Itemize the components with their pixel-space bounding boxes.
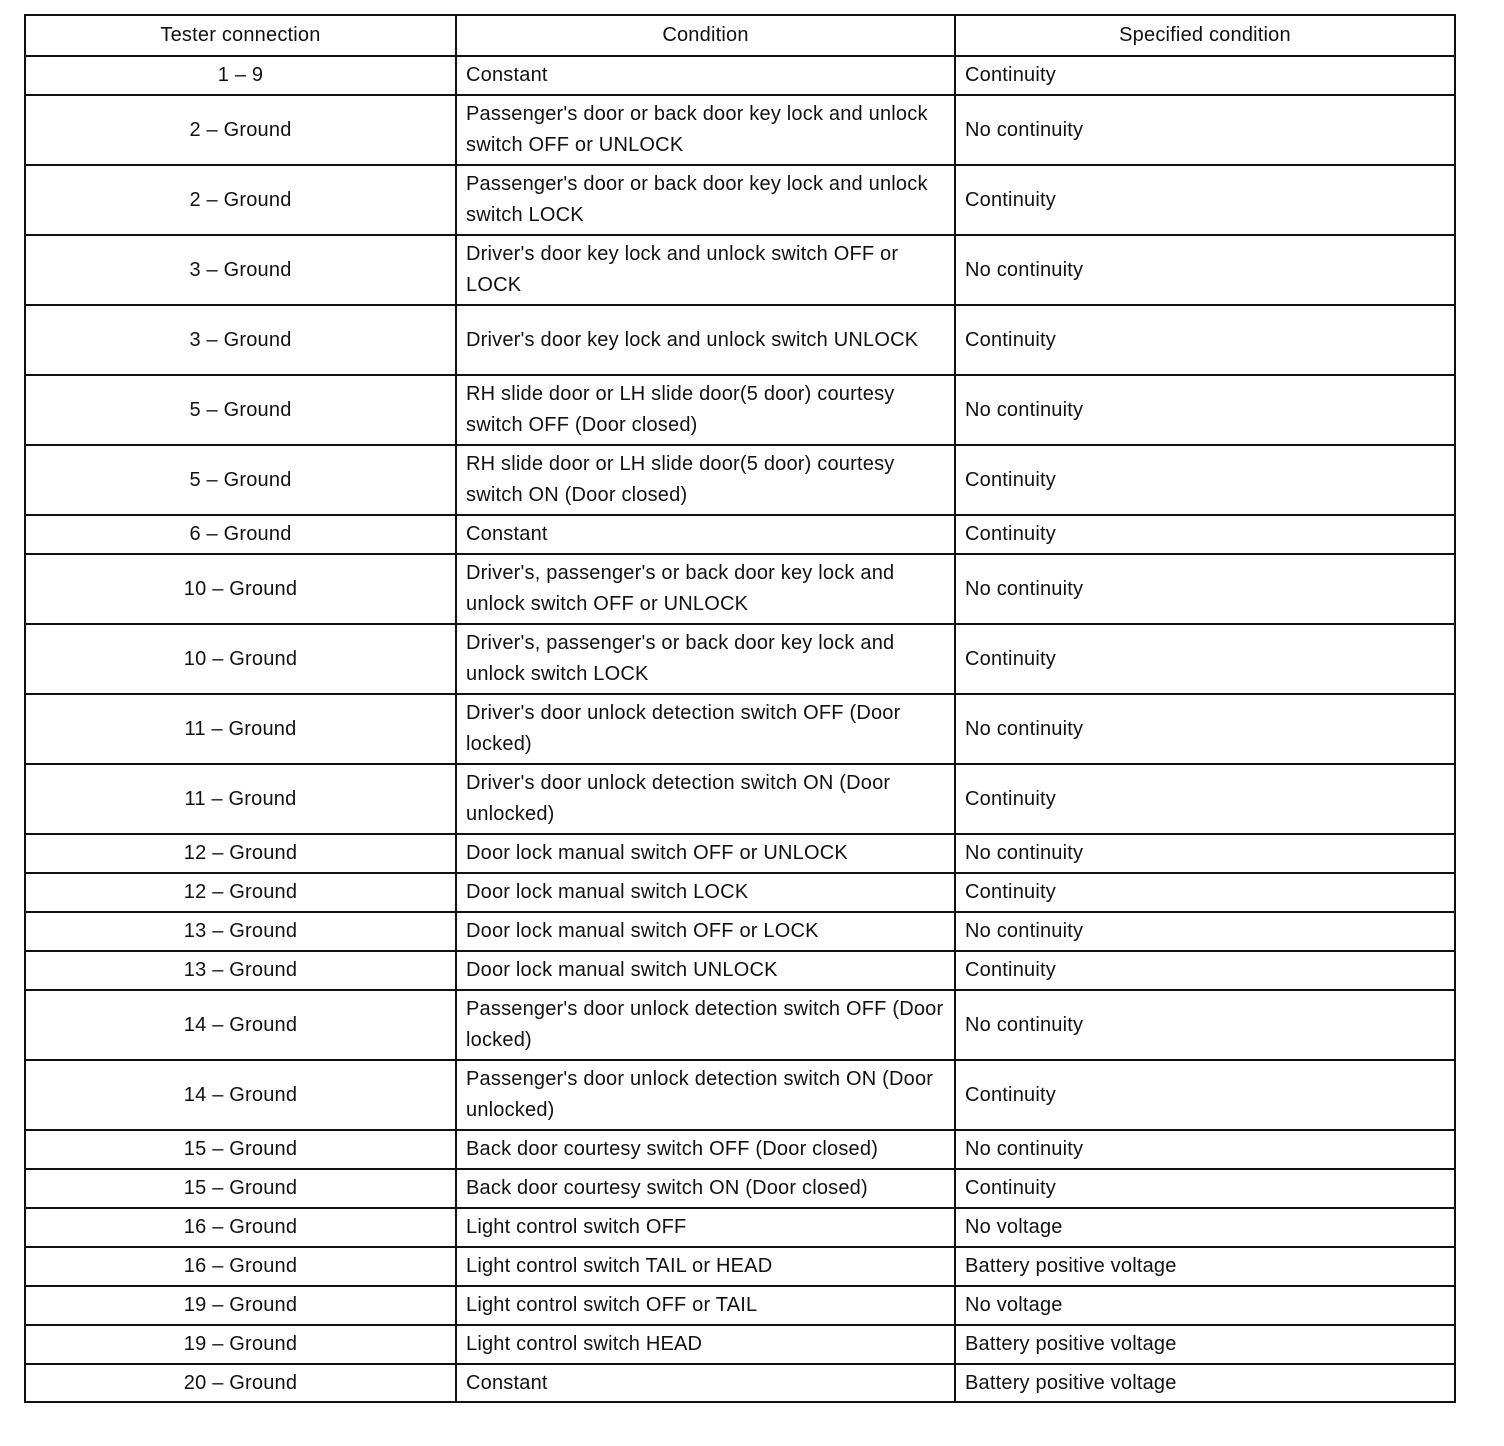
cell-tester-connection: 11 – Ground	[25, 764, 456, 834]
cell-specified-condition: Continuity	[955, 1169, 1455, 1208]
table-row	[25, 624, 1455, 694]
cell-specified-condition: No continuity	[955, 990, 1455, 1060]
cell-specified-condition: No voltage	[955, 1208, 1455, 1247]
header-specified-condition: Specified condition	[955, 15, 1455, 56]
cell-specified-condition: Continuity	[955, 1060, 1455, 1130]
table-row	[25, 375, 1455, 445]
cell-condition: RH slide door or LH slide door(5 door) courtesy switch ON (Door closed)	[456, 445, 955, 515]
cell-condition: Driver's, passenger's or back door key lock and unlock switch LOCK	[456, 624, 955, 694]
cell-specified-condition: No continuity	[955, 834, 1455, 873]
cell-specified-condition: No continuity	[955, 1130, 1455, 1169]
cell-condition: Driver's door unlock detection switch OFF (Door locked)	[456, 694, 955, 764]
cell-specified-condition: No continuity	[955, 95, 1455, 165]
cell-specified-condition: No continuity	[955, 235, 1455, 305]
cell-specified-condition: Continuity	[955, 873, 1455, 912]
cell-tester-connection: 16 – Ground	[25, 1247, 456, 1286]
cell-condition: Driver's door key lock and unlock switch OFF or LOCK	[456, 235, 955, 305]
cell-specified-condition: Continuity	[955, 951, 1455, 990]
table-row	[25, 1169, 1455, 1208]
table-row	[25, 1325, 1455, 1364]
cell-tester-connection: 16 – Ground	[25, 1208, 456, 1247]
inspection-sheet	[24, 14, 1454, 1403]
cell-specified-condition: No continuity	[955, 554, 1455, 624]
cell-specified-condition: No continuity	[955, 375, 1455, 445]
cell-condition: Driver's door unlock detection switch ON (Door unlocked)	[456, 764, 955, 834]
cell-condition: Driver's, passenger's or back door key lock and unlock switch OFF or UNLOCK	[456, 554, 955, 624]
header-condition: Condition	[456, 15, 955, 56]
table-row	[25, 912, 1455, 951]
cell-condition: Passenger's door unlock detection switch OFF (Door locked)	[456, 990, 955, 1060]
cell-condition: Back door courtesy switch ON (Door closed)	[456, 1169, 955, 1208]
table-row	[25, 554, 1455, 624]
cell-tester-connection: 1 – 9	[25, 56, 456, 95]
cell-tester-connection: 2 – Ground	[25, 165, 456, 235]
table-header	[25, 15, 1455, 56]
cell-condition: Driver's door key lock and unlock switch UNLOCK	[456, 305, 955, 375]
cell-specified-condition: Continuity	[955, 624, 1455, 694]
cell-tester-connection: 6 – Ground	[25, 515, 456, 554]
table-row	[25, 1286, 1455, 1325]
table-row	[25, 834, 1455, 873]
cell-tester-connection: 11 – Ground	[25, 694, 456, 764]
cell-condition: Constant	[456, 56, 955, 95]
cell-condition: Passenger's door or back door key lock and unlock switch LOCK	[456, 165, 955, 235]
table-row	[25, 1247, 1455, 1286]
table-row	[25, 990, 1455, 1060]
cell-specified-condition: Continuity	[955, 56, 1455, 95]
cell-tester-connection: 14 – Ground	[25, 990, 456, 1060]
cell-specified-condition: Battery positive voltage	[955, 1325, 1455, 1364]
cell-tester-connection: 10 – Ground	[25, 554, 456, 624]
cell-tester-connection: 19 – Ground	[25, 1286, 456, 1325]
cell-tester-connection: 20 – Ground	[25, 1364, 456, 1402]
table-row	[25, 95, 1455, 165]
table-row	[25, 1208, 1455, 1247]
cell-condition: Door lock manual switch OFF or UNLOCK	[456, 834, 955, 873]
table-row	[25, 873, 1455, 912]
cell-tester-connection: 13 – Ground	[25, 912, 456, 951]
header-tester-connection: Tester connection	[25, 15, 456, 56]
table-row	[25, 1364, 1455, 1402]
table-row	[25, 56, 1455, 95]
table-row	[25, 694, 1455, 764]
table-row	[25, 445, 1455, 515]
cell-specified-condition: Continuity	[955, 764, 1455, 834]
table-row	[25, 165, 1455, 235]
cell-specified-condition: Battery positive voltage	[955, 1247, 1455, 1286]
table-row	[25, 1130, 1455, 1169]
table-row	[25, 1060, 1455, 1130]
table-row	[25, 305, 1455, 375]
cell-condition: Light control switch OFF or TAIL	[456, 1286, 955, 1325]
table-body	[25, 56, 1455, 1402]
table-row	[25, 764, 1455, 834]
cell-specified-condition: Continuity	[955, 515, 1455, 554]
cell-specified-condition: Continuity	[955, 305, 1455, 375]
cell-specified-condition: Continuity	[955, 165, 1455, 235]
cell-condition: Door lock manual switch LOCK	[456, 873, 955, 912]
cell-tester-connection: 15 – Ground	[25, 1169, 456, 1208]
header-row	[25, 15, 1455, 56]
cell-condition: Constant	[456, 515, 955, 554]
cell-tester-connection: 5 – Ground	[25, 375, 456, 445]
cell-specified-condition: No voltage	[955, 1286, 1455, 1325]
cell-condition: Back door courtesy switch OFF (Door closed)	[456, 1130, 955, 1169]
cell-condition: RH slide door or LH slide door(5 door) courtesy switch OFF (Door closed)	[456, 375, 955, 445]
cell-specified-condition: Continuity	[955, 445, 1455, 515]
cell-tester-connection: 10 – Ground	[25, 624, 456, 694]
cell-specified-condition: No continuity	[955, 694, 1455, 764]
cell-condition: Light control switch HEAD	[456, 1325, 955, 1364]
cell-tester-connection: 14 – Ground	[25, 1060, 456, 1130]
cell-tester-connection: 13 – Ground	[25, 951, 456, 990]
table-row	[25, 515, 1455, 554]
table-row	[25, 951, 1455, 990]
cell-tester-connection: 3 – Ground	[25, 235, 456, 305]
cell-tester-connection: 19 – Ground	[25, 1325, 456, 1364]
cell-condition: Passenger's door unlock detection switch ON (Door unlocked)	[456, 1060, 955, 1130]
cell-specified-condition: Battery positive voltage	[955, 1364, 1455, 1402]
cell-condition: Door lock manual switch UNLOCK	[456, 951, 955, 990]
cell-condition: Constant	[456, 1364, 955, 1402]
cell-condition: Light control switch TAIL or HEAD	[456, 1247, 955, 1286]
cell-tester-connection: 12 – Ground	[25, 834, 456, 873]
cell-tester-connection: 5 – Ground	[25, 445, 456, 515]
cell-condition: Door lock manual switch OFF or LOCK	[456, 912, 955, 951]
cell-condition: Passenger's door or back door key lock and unlock switch OFF or UNLOCK	[456, 95, 955, 165]
cell-tester-connection: 15 – Ground	[25, 1130, 456, 1169]
table-row	[25, 235, 1455, 305]
cell-tester-connection: 3 – Ground	[25, 305, 456, 375]
cell-tester-connection: 12 – Ground	[25, 873, 456, 912]
tester-connection-table	[24, 14, 1456, 1403]
cell-tester-connection: 2 – Ground	[25, 95, 456, 165]
cell-condition: Light control switch OFF	[456, 1208, 955, 1247]
cell-specified-condition: No continuity	[955, 912, 1455, 951]
